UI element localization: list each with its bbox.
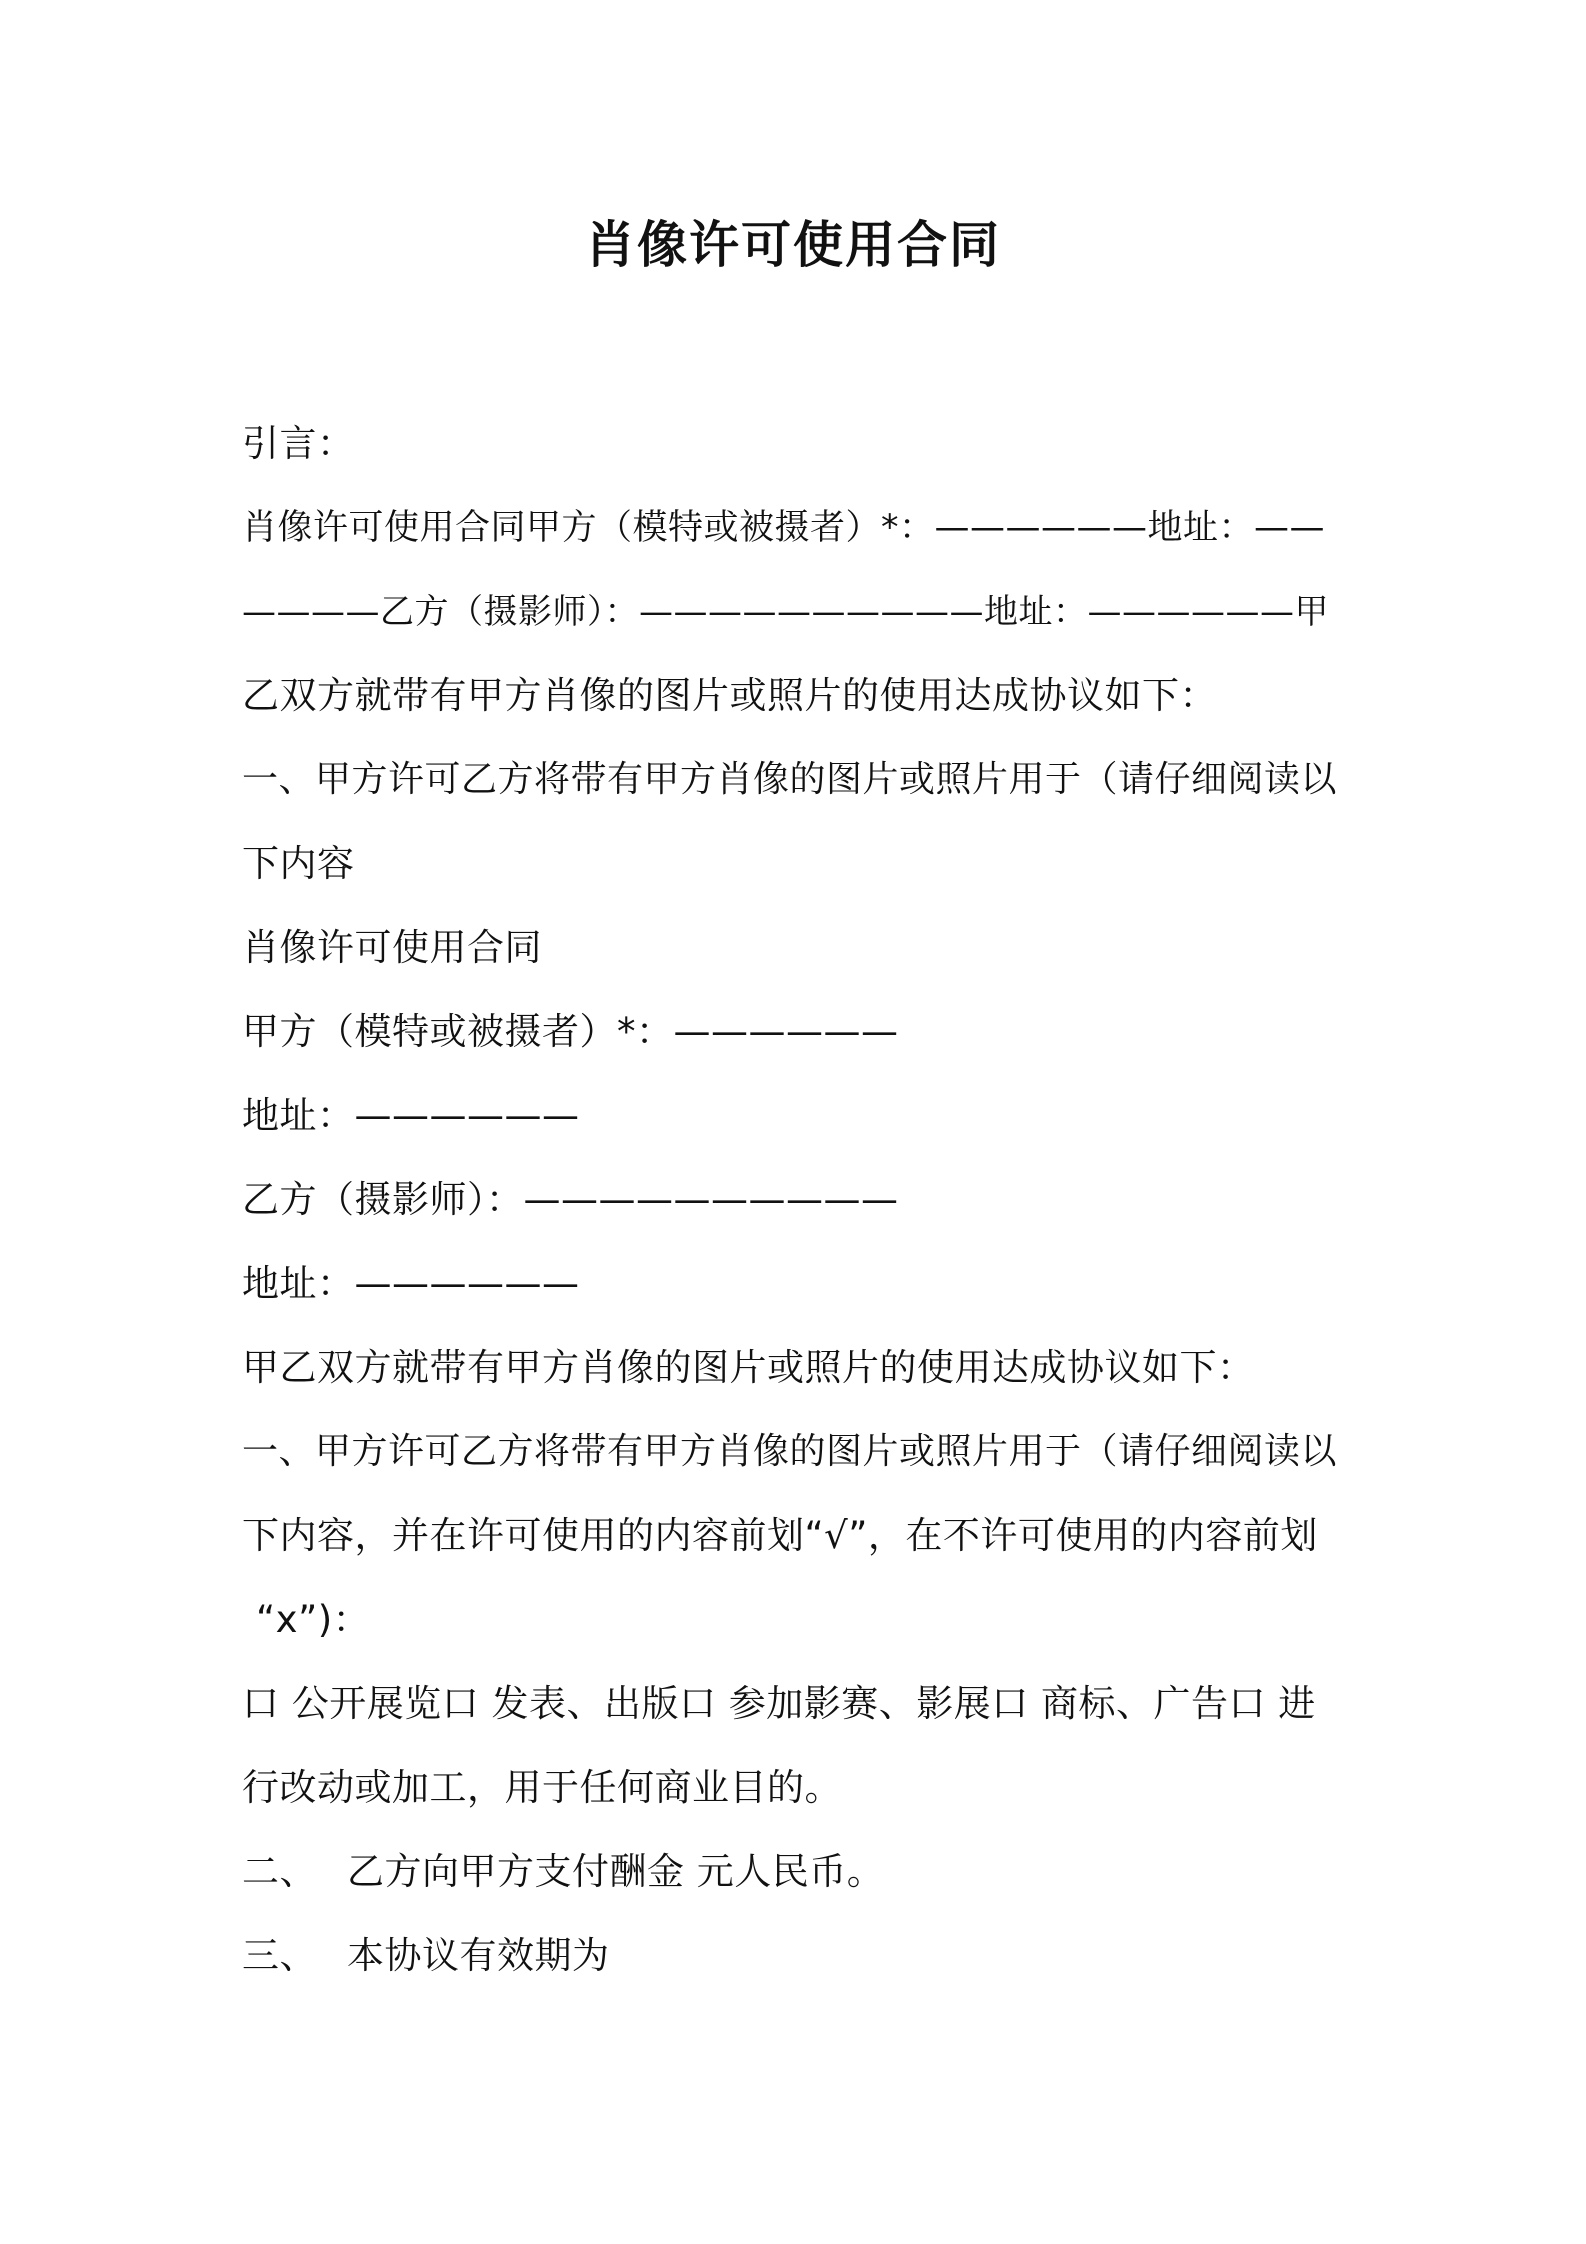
clause-1-line-text: “x”)： <box>256 1598 371 1641</box>
clause-2-number: 二、 <box>242 1850 317 1893</box>
paragraph-line: 肖像许可使用合同甲方（模特或被摄者）*：——————地址：—— <box>242 508 1326 548</box>
clause-1-line: 一、甲方许可乙方将带有甲方肖像的图片或照片用于（请仔细阅读以 <box>242 1431 1338 1472</box>
clause-1-line <box>242 1578 1354 1662</box>
usage-options-line: 行改动或加工，用于任何商业目的。 <box>242 1766 842 1809</box>
clause-2-text: 乙方向甲方支付酬金 元人民币。 <box>347 1850 885 1893</box>
address-a-field: 地址：—————— <box>242 1094 580 1137</box>
party-a-field: 甲方（模特或被摄者）*：—————— <box>242 1010 899 1053</box>
clause-3 <box>242 1914 1354 1998</box>
party-b-field: 乙方（摄影师）：—————————— <box>242 1178 899 1221</box>
paragraph-line: 下内容 <box>242 842 355 885</box>
section-subtitle: 肖像许可使用合同 <box>242 926 542 969</box>
document-title: 肖像许可使用合同 <box>585 216 1001 274</box>
clause-3-number: 三、 <box>242 1934 317 1977</box>
usage-options-line: 口 公开展览口 发表、出版口 参加影赛、影展口 商标、广告口 进 <box>242 1682 1316 1725</box>
address-b-field: 地址：—————— <box>242 1262 580 1305</box>
clause-2 <box>242 1830 1354 1914</box>
document-body <box>242 402 1354 1998</box>
paragraph-line: 一、甲方许可乙方将带有甲方肖像的图片或照片用于（请仔细阅读以 <box>242 759 1338 800</box>
clause-3-text: 本协议有效期为 <box>347 1934 610 1977</box>
paragraph-line: 乙双方就带有甲方肖像的图片或照片的使用达成协议如下： <box>242 674 1217 717</box>
clause-1-line: 下内容，并在许可使用的内容前划“√”，在不许可使用的内容前划 <box>242 1514 1318 1557</box>
paragraph-line: ————乙方（摄影师）：——————————地址：——————甲 <box>242 592 1329 632</box>
intro-label: 引言： <box>242 422 355 465</box>
agreement-statement: 甲乙双方就带有甲方肖像的图片或照片的使用达成协议如下： <box>242 1346 1255 1389</box>
